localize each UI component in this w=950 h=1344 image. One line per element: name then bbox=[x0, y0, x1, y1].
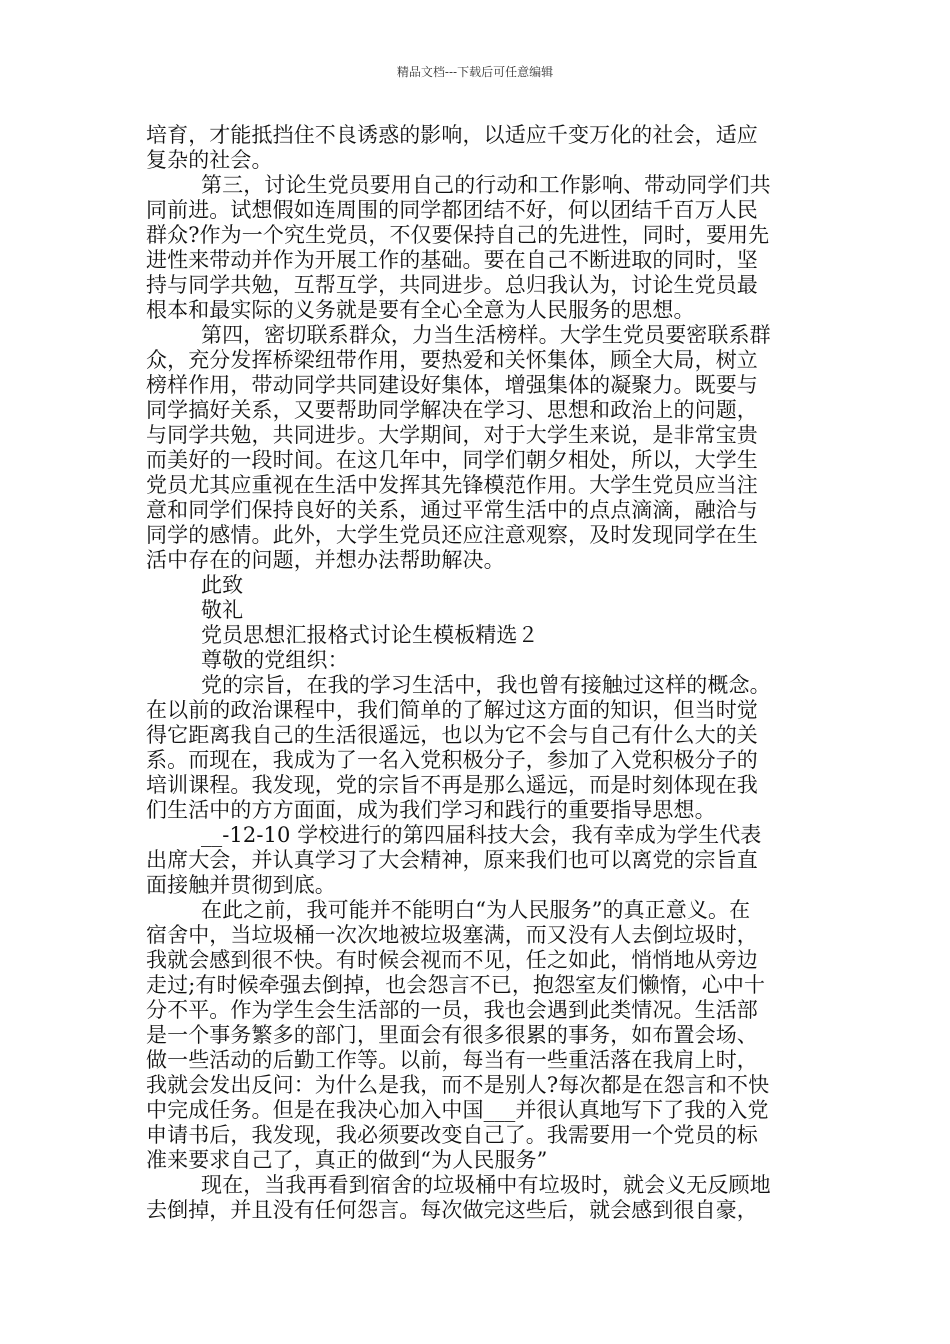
paragraph bbox=[146, 123, 806, 173]
text-line: 面接触并贯彻到底。 bbox=[146, 873, 336, 897]
text-line: 是一个事务繁多的部门，里面会有很多很累的事务，如布置会场、 bbox=[146, 1023, 758, 1047]
text-line: 第三，讨论生党员要用自己的行动和工作影响、带动同学们共 bbox=[201, 173, 771, 197]
text-line: 党员思想汇报格式讨论生模板精选２ bbox=[201, 623, 539, 647]
text-line: 敬礼 bbox=[201, 598, 244, 622]
paragraph bbox=[146, 648, 806, 673]
text-line: 走过;有时候牵强去倒掉，也会怨言不已，抱怨室友们懒惰，心中十 bbox=[146, 973, 766, 997]
text-line: 与同学共勉，共同进步。大学期间，对于大学生来说，是非常宝贵 bbox=[146, 423, 758, 447]
text-line: 去倒掉，并且没有任何怨言。每次做完这些后，就会感到很自豪， bbox=[146, 1198, 758, 1222]
text-line: 党的宗旨，在我的学习生活中，我也曾有接触过这样的概念。 bbox=[201, 673, 771, 697]
paragraph bbox=[146, 1173, 806, 1223]
text-line: 准来要求自己了，真正的做到“为人民服务” bbox=[146, 1148, 548, 1172]
text-line: 申请书后，我发现，我必须要改变自己了。我需要用一个党员的标 bbox=[146, 1123, 758, 1147]
header-text: 精品文档---下载后可任意编辑 bbox=[396, 65, 554, 79]
text-line: 在以前的政治课程中，我们简单的了解过这方面的知识，但当时觉 bbox=[146, 698, 758, 722]
text-line: 持与同学共勉，互帮互学，共同进步。总归我认为，讨论生党员最 bbox=[146, 273, 758, 297]
text-line: 同学搞好关系，又要帮助同学解决在学习、思想和政治上的问题， bbox=[146, 398, 758, 422]
text-line: 进性来带动并作为开展工作的基础。要在自己不断进取的同时，坚 bbox=[146, 248, 758, 272]
text-line: 活中存在的问题，并想办法帮助解决。 bbox=[146, 548, 505, 572]
text-line: 在此之前，我可能并不能明白“为人民服务”的真正意义。在 bbox=[201, 898, 751, 922]
paragraph bbox=[146, 573, 806, 598]
text-line: 做一些活动的后勤工作等。以前，每当有一些重活落在我肩上时， bbox=[146, 1048, 758, 1072]
paragraph bbox=[146, 323, 806, 573]
text-line: 们生活中的方方面面，成为我们学习和践行的重要指导思想。 bbox=[146, 798, 716, 822]
text-line: 众，充分发挥桥梁纽带作用，要热爱和关怀集体，顾全大局，树立 bbox=[146, 348, 758, 372]
text-line: 而美好的一段时间。在这几年中，同学们朝夕相处，所以，大学生 bbox=[146, 448, 758, 472]
text-line: 群众?作为一个究生党员，不仅要保持自己的先进性，同时，要用先 bbox=[146, 223, 770, 247]
text-line: 尊敬的党组织： bbox=[201, 648, 349, 672]
text-line: 分不平。作为学生会生活部的一员，我也会遇到此类情况。生活部 bbox=[146, 998, 758, 1022]
text-line: 根本和最实际的义务就是要有全心全意为人民服务的思想。 bbox=[146, 298, 695, 322]
paragraph bbox=[146, 898, 806, 1173]
text-line: 出席大会，并认真学习了大会精神，原来我们也可以离党的宗旨直 bbox=[146, 848, 758, 872]
paragraph bbox=[146, 598, 806, 623]
text-line: 此致 bbox=[201, 573, 244, 597]
text-line: 意和同学们保持良好的关系，通过平常生活中的点点滴滴，融洽与 bbox=[146, 498, 758, 522]
text-line: 同前进。试想假如连周围的同学都团结不好，何以团结千百万人民 bbox=[146, 198, 758, 222]
text-line: 培育，才能抵挡住不良诱惑的影响，以适应千变万化的社会，适应 bbox=[146, 123, 758, 147]
text-line: 同学的感情。此外，大学生党员还应注意观察，及时发现同学在生 bbox=[146, 523, 758, 547]
text-line: 我就会感到很不快。有时候会视而不见，任之如此，悄悄地从旁边 bbox=[146, 948, 758, 972]
document-body bbox=[146, 123, 806, 1223]
text-line: __-12-10 学校进行的第四届科技大会，我有幸成为学生代表 bbox=[201, 823, 762, 847]
text-line: 榜样作用，带动同学共同建设好集体，增强集体的凝聚力。既要与 bbox=[146, 373, 758, 397]
page-header bbox=[0, 64, 950, 80]
text-line: 中完成任务。但是在我决心加入中国___并很认真地写下了我的入党 bbox=[146, 1098, 769, 1122]
text-line: 培训课程。我发现，党的宗旨不再是那么遥远，而是时刻体现在我 bbox=[146, 773, 758, 797]
text-line: 党员尤其应重视在生活中发挥其先锋模范作用。大学生党员应当注 bbox=[146, 473, 758, 497]
paragraph bbox=[146, 623, 806, 648]
text-line: 第四，密切联系群众，力当生活榜样。大学生党员要密联系群 bbox=[201, 323, 771, 347]
text-line: 系。而现在，我成为了一名入党积极分子，参加了入党积极分子的 bbox=[146, 748, 758, 772]
text-line: 得它距离我自己的生活很遥远，也以为它不会与自己有什么大的关 bbox=[146, 723, 758, 747]
text-line: 现在，当我再看到宿舍的垃圾桶中有垃圾时，就会义无反顾地 bbox=[201, 1173, 771, 1197]
paragraph bbox=[146, 673, 806, 823]
paragraph bbox=[146, 823, 806, 898]
text-line: 宿舍中，当垃圾桶一次次地被垃圾塞满，而又没有人去倒垃圾时， bbox=[146, 923, 758, 947]
paragraph bbox=[146, 173, 806, 323]
text-line: 复杂的社会。 bbox=[146, 148, 273, 172]
text-line: 我就会发出反问：为什么是我，而不是别人?每次都是在怨言和不快 bbox=[146, 1073, 770, 1097]
